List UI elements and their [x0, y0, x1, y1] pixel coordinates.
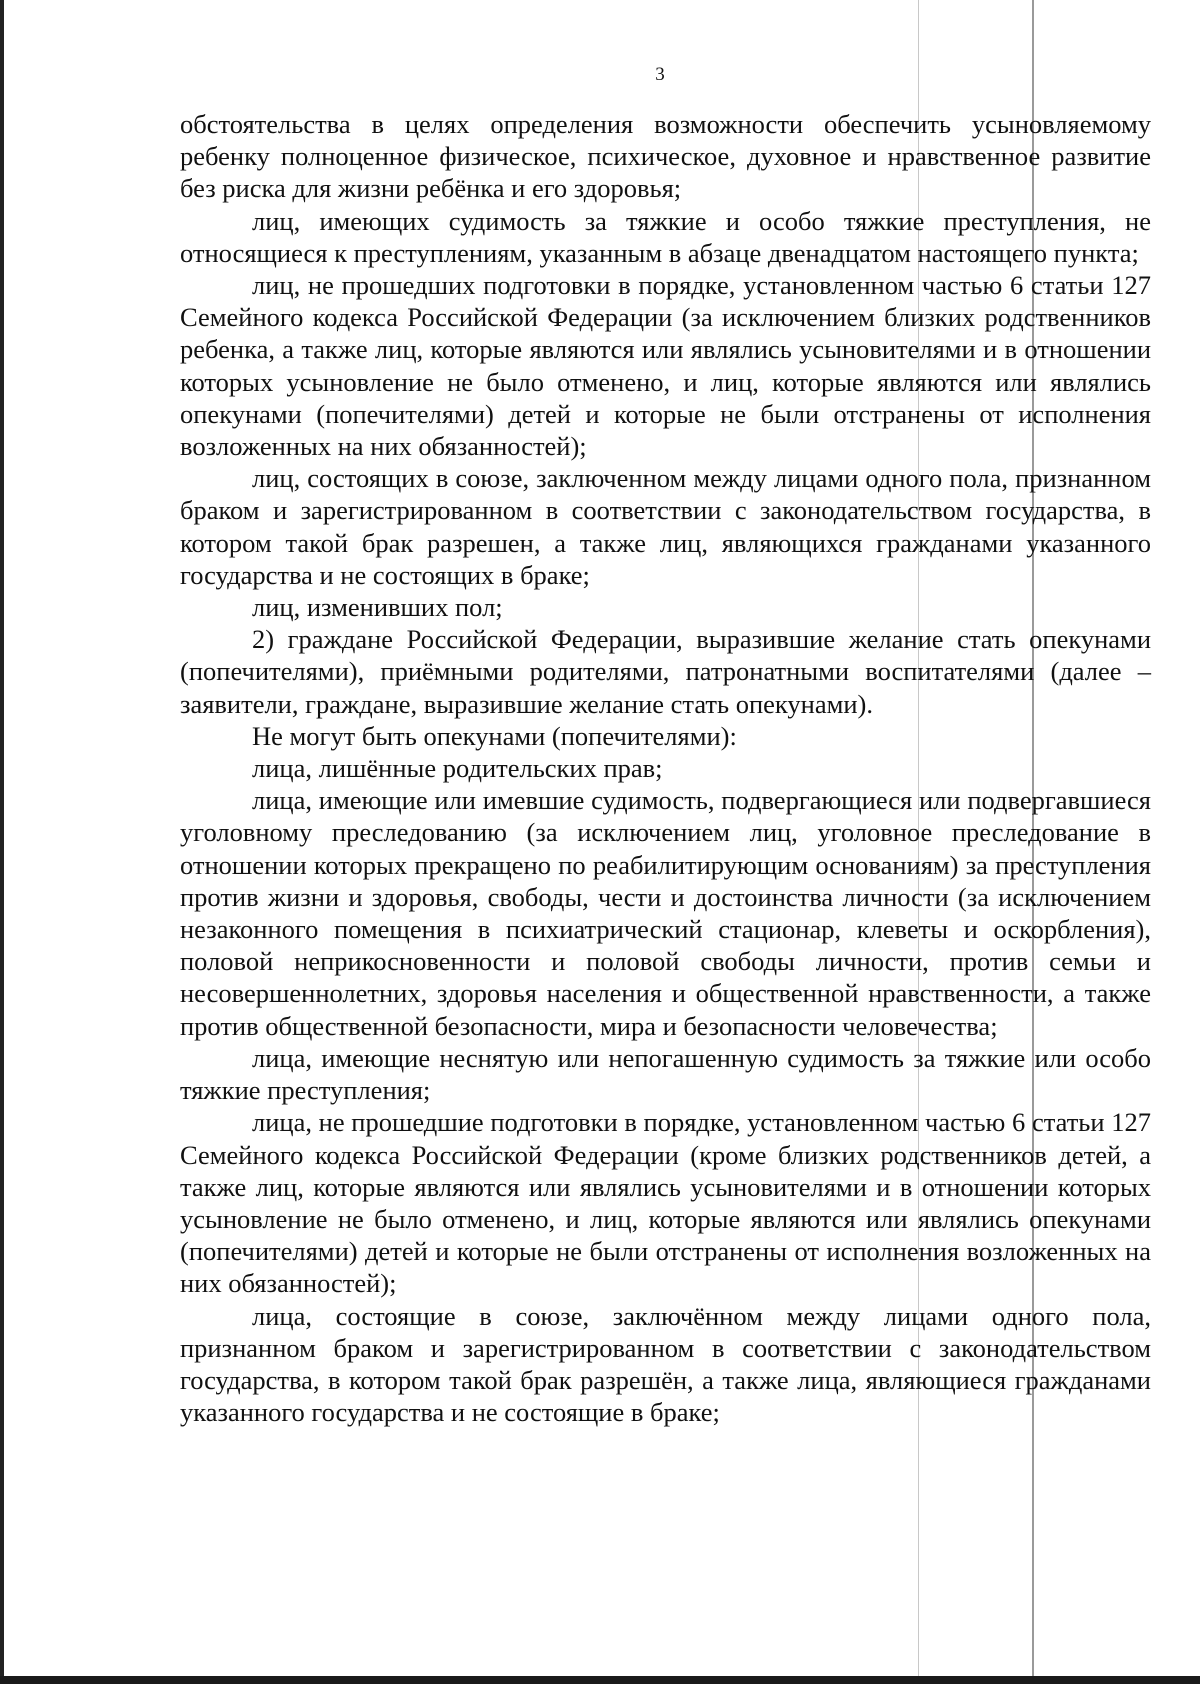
page-number: 3	[655, 64, 665, 85]
paragraph: лиц, имеющих судимость за тяжкие и особо тяжкие преступления, не относящиеся к преступлениям, указанным в абзаце двенадцатом настоящего пункта;	[180, 205, 1151, 268]
document-body	[180, 108, 1151, 1428]
paragraph: лица, лишённые родительских прав;	[252, 753, 663, 784]
paragraph: обстоятельства в целях определения возможности обеспечить усыновляемому ребенку полноценное физическое, психическое, духовное и нравственное развитие без риска для жизни ребёнка и его здоровья;	[180, 109, 1151, 204]
paragraph: Не могут быть опекунами (попечителями):	[252, 720, 737, 751]
scan-bottom-edge	[0, 1676, 1200, 1684]
paragraph: 2) граждане Российской Федерации, выразившие желание стать опекунами (попечителями), приёмными родителями, патронатными воспитателями (далее – заявители, граждане, выразившие желание стать опекунами).	[180, 624, 1151, 719]
paragraph: лиц, изменивших пол;	[252, 592, 503, 623]
paragraph: лиц, не прошедших подготовки в порядке, установленном частью 6 статьи 127 Семейного кодекса Российской Федерации (за исключением близких родственников ребенка, а также лиц, которые являются или являлись усыновителями и в отношении которых усыновление не было отменено, и лиц, которые являются или являлись опекунами (попечителями) детей и которые не были отстранены от исполнения возложенных на них обязанностей);	[180, 270, 1151, 462]
scan-left-edge	[0, 0, 4, 1684]
paragraph: лиц, состоящих в союзе, заключенном между лицами одного пола, признанном браком и зарегистрированном в соответствии с законодательством государства, в котором такой брак разрешен, а также лиц, являющихся гражданами указанного государства и не состоящих в браке;	[180, 463, 1151, 590]
paragraph: лица, состоящие в союзе, заключённом между лицами одного пола, признанном браком и зарегистрированном в соответствии с законодательством государства, в котором такой брак разрешён, а также лица, являющиеся гражданами указанного государства и не состоящие в браке;	[180, 1300, 1151, 1428]
paragraph: лица, не прошедшие подготовки в порядке, установленном частью 6 статьи 127 Семейного кодекса Российской Федерации (кроме близких родственников детей, а также лиц, которые являются или являлись усыновителями и в отношении которых усыновление не было отменено, и лиц, которые являются или являлись опекунами (попечителями) детей и которые не были отстранены от исполнения возложенных на них обязанностей);	[180, 1107, 1151, 1299]
paragraph: лица, имеющие или имевшие судимость, подвергающиеся или подвергавшиеся уголовному преследованию (за исключением лиц, уголовное преследование в отношении которых прекращено по реабилитирующим основаниям) за преступления против жизни и здоровья, свободы, чести и достоинства личности (за исключением незаконного помещения в психиатрический стационар, клеветы и оскорбления), половой неприкосновенности и половой свободы личности, против семьи и несовершеннолетних, здоровья населения и общественной нравственности, а также против общественной безопасности, мира и безопасности человечества;	[180, 785, 1151, 1041]
paragraph: лица, имеющие неснятую или непогашенную судимость за тяжкие или особо тяжкие преступления;	[180, 1042, 1151, 1106]
